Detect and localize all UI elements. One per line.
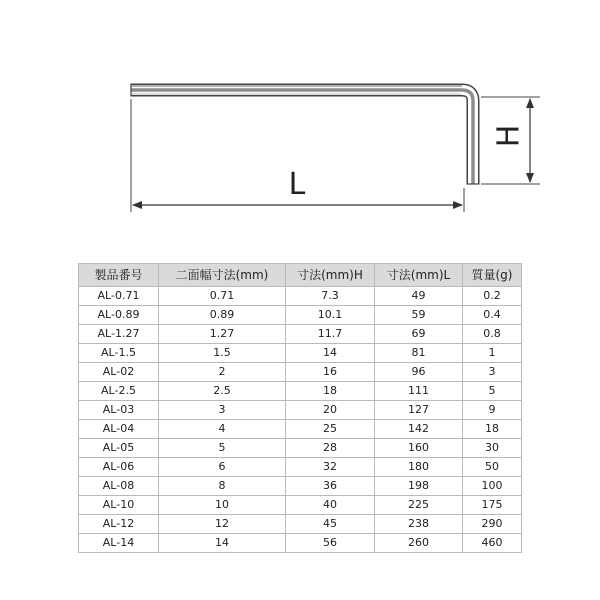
cell-product-number: AL-2.5 xyxy=(79,382,159,401)
cell-mass: 9 xyxy=(463,401,522,420)
cell-dimension-l: 198 xyxy=(375,477,463,496)
cell-across-flats: 0.71 xyxy=(159,287,286,306)
cell-product-number: AL-05 xyxy=(79,439,159,458)
cell-product-number: AL-1.27 xyxy=(79,325,159,344)
cell-product-number: AL-1.5 xyxy=(79,344,159,363)
cell-product-number: AL-04 xyxy=(79,420,159,439)
cell-across-flats: 2 xyxy=(159,363,286,382)
length-label: L xyxy=(288,167,306,202)
cell-dimension-l: 69 xyxy=(375,325,463,344)
cell-mass: 5 xyxy=(463,382,522,401)
cell-dimension-h: 45 xyxy=(286,515,375,534)
cell-mass: 1 xyxy=(463,344,522,363)
cell-across-flats: 5 xyxy=(159,439,286,458)
cell-dimension-h: 14 xyxy=(286,344,375,363)
height-label: H xyxy=(491,124,527,148)
cell-dimension-l: 127 xyxy=(375,401,463,420)
cell-dimension-h: 20 xyxy=(286,401,375,420)
header-product-number: 製品番号 xyxy=(79,264,159,287)
table-row xyxy=(79,401,522,420)
cell-dimension-h: 16 xyxy=(286,363,375,382)
cell-across-flats: 1.27 xyxy=(159,325,286,344)
cell-dimension-l: 260 xyxy=(375,534,463,553)
cell-mass: 290 xyxy=(463,515,522,534)
table-row xyxy=(79,287,522,306)
cell-across-flats: 10 xyxy=(159,496,286,515)
cell-dimension-l: 160 xyxy=(375,439,463,458)
cell-dimension-h: 7.3 xyxy=(286,287,375,306)
cell-across-flats: 8 xyxy=(159,477,286,496)
cell-across-flats: 14 xyxy=(159,534,286,553)
cell-product-number: AL-0.71 xyxy=(79,287,159,306)
table-row xyxy=(79,496,522,515)
cell-dimension-h: 10.1 xyxy=(286,306,375,325)
cell-dimension-l: 142 xyxy=(375,420,463,439)
table-row xyxy=(79,477,522,496)
cell-mass: 0.4 xyxy=(463,306,522,325)
cell-dimension-l: 111 xyxy=(375,382,463,401)
cell-dimension-l: 238 xyxy=(375,515,463,534)
cell-dimension-l: 81 xyxy=(375,344,463,363)
cell-across-flats: 12 xyxy=(159,515,286,534)
cell-across-flats: 2.5 xyxy=(159,382,286,401)
cell-mass: 30 xyxy=(463,439,522,458)
cell-dimension-h: 56 xyxy=(286,534,375,553)
spec-table-body xyxy=(79,287,522,553)
cell-mass: 50 xyxy=(463,458,522,477)
cell-product-number: AL-0.89 xyxy=(79,306,159,325)
table-row xyxy=(79,325,522,344)
cell-product-number: AL-14 xyxy=(79,534,159,553)
table-row xyxy=(79,344,522,363)
cell-product-number: AL-10 xyxy=(79,496,159,515)
table-row xyxy=(79,363,522,382)
cell-dimension-h: 36 xyxy=(286,477,375,496)
cell-across-flats: 4 xyxy=(159,420,286,439)
header-across-flats: 二面幅寸法(mm) xyxy=(159,264,286,287)
cell-dimension-l: 225 xyxy=(375,496,463,515)
cell-mass: 0.2 xyxy=(463,287,522,306)
cell-dimension-h: 28 xyxy=(286,439,375,458)
cell-dimension-h: 40 xyxy=(286,496,375,515)
hex-key-dimension-diagram xyxy=(0,0,600,250)
cell-dimension-l: 96 xyxy=(375,363,463,382)
cell-mass: 460 xyxy=(463,534,522,553)
cell-product-number: AL-12 xyxy=(79,515,159,534)
cell-dimension-h: 25 xyxy=(286,420,375,439)
table-row xyxy=(79,420,522,439)
table-row xyxy=(79,439,522,458)
cell-dimension-l: 59 xyxy=(375,306,463,325)
table-row xyxy=(79,534,522,553)
table-row xyxy=(79,515,522,534)
cell-mass: 0.8 xyxy=(463,325,522,344)
table-row xyxy=(79,458,522,477)
header-dimension-l: 寸法(mm)L xyxy=(375,264,463,287)
cell-mass: 175 xyxy=(463,496,522,515)
cell-across-flats: 1.5 xyxy=(159,344,286,363)
cell-mass: 3 xyxy=(463,363,522,382)
cell-dimension-h: 18 xyxy=(286,382,375,401)
cell-mass: 100 xyxy=(463,477,522,496)
cell-dimension-l: 49 xyxy=(375,287,463,306)
cell-mass: 18 xyxy=(463,420,522,439)
cell-dimension-h: 32 xyxy=(286,458,375,477)
header-dimension-h: 寸法(mm)H xyxy=(286,264,375,287)
cell-across-flats: 6 xyxy=(159,458,286,477)
header-mass: 質量(g) xyxy=(463,264,522,287)
cell-dimension-h: 11.7 xyxy=(286,325,375,344)
cell-dimension-l: 180 xyxy=(375,458,463,477)
table-row xyxy=(79,306,522,325)
spec-table xyxy=(78,263,522,553)
cell-product-number: AL-03 xyxy=(79,401,159,420)
cell-across-flats: 3 xyxy=(159,401,286,420)
cell-across-flats: 0.89 xyxy=(159,306,286,325)
cell-product-number: AL-02 xyxy=(79,363,159,382)
cell-product-number: AL-08 xyxy=(79,477,159,496)
table-row xyxy=(79,382,522,401)
table-header-row xyxy=(79,264,522,287)
cell-product-number: AL-06 xyxy=(79,458,159,477)
